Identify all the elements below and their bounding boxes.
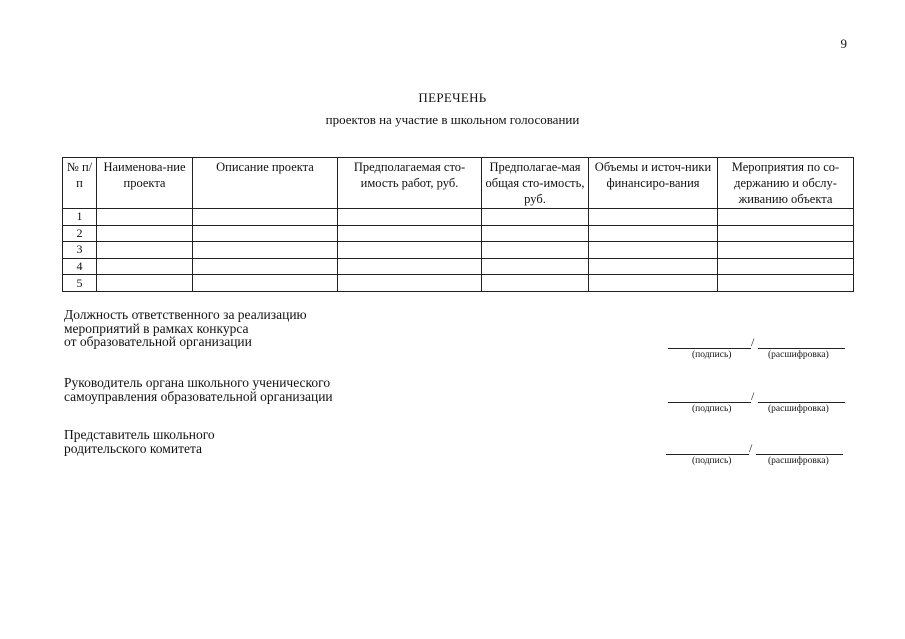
row-number: 1 bbox=[63, 209, 97, 226]
signature-label-line: от образовательной организации bbox=[64, 334, 252, 349]
table-cell bbox=[718, 242, 854, 259]
signature-label-responsible-person bbox=[64, 308, 307, 349]
decoding-caption: (расшифровка) bbox=[768, 404, 829, 414]
signature-underline bbox=[668, 390, 751, 403]
column-header-funding-sources: Объемы и источ-ники финансиро-вания bbox=[589, 158, 718, 209]
table-cell bbox=[97, 209, 193, 226]
table-cell bbox=[193, 209, 338, 226]
column-header-project-name: Наименова-ние проекта bbox=[97, 158, 193, 209]
row-number: 4 bbox=[63, 258, 97, 275]
signature-label-line: родительского комитета bbox=[64, 440, 203, 456]
table-cell bbox=[338, 209, 482, 226]
table-cell bbox=[338, 225, 482, 242]
table-row bbox=[63, 209, 854, 226]
table-row bbox=[63, 242, 854, 259]
table-cell bbox=[589, 275, 718, 292]
table-cell bbox=[97, 242, 193, 259]
row-number: 5 bbox=[63, 275, 97, 292]
document-title: ПЕРЕЧЕНЬ bbox=[418, 90, 487, 105]
table-cell bbox=[338, 258, 482, 275]
decoding-caption: (расшифровка) bbox=[768, 350, 829, 360]
signature-label-line: Представитель школьного bbox=[64, 427, 215, 442]
table-cell bbox=[338, 275, 482, 292]
table-cell bbox=[718, 225, 854, 242]
table-cell bbox=[193, 225, 338, 242]
column-header-project-description: Описание проекта bbox=[193, 158, 338, 209]
signature-label-line: Руководитель органа школьного ученического bbox=[64, 375, 331, 390]
signature-separator: / bbox=[751, 335, 755, 349]
column-header-estimated-work-cost: Предполагаемая сто-имость работ, руб. bbox=[338, 158, 482, 209]
table-cell bbox=[589, 258, 718, 275]
table-cell bbox=[97, 275, 193, 292]
signature-label-line: Должность ответственного за реализацию bbox=[64, 307, 307, 322]
page-number: 9 bbox=[840, 36, 847, 51]
table-cell bbox=[193, 258, 338, 275]
signature-underline bbox=[668, 336, 751, 349]
table-cell bbox=[97, 225, 193, 242]
table-cell bbox=[589, 225, 718, 242]
column-header-estimated-total-cost: Предполагае-мая общая сто-имость, руб. bbox=[482, 158, 589, 209]
decoding-underline bbox=[758, 390, 845, 403]
decoding-caption: (расшифровка) bbox=[768, 456, 829, 466]
signature-separator: / bbox=[749, 441, 753, 455]
decoding-underline bbox=[756, 442, 843, 455]
signature-label-line: мероприятий в рамках конкурса bbox=[64, 320, 249, 336]
signature-caption: (подпись) bbox=[692, 404, 732, 414]
projects-table bbox=[62, 157, 854, 292]
signature-caption: (подпись) bbox=[692, 350, 732, 360]
table-cell bbox=[589, 209, 718, 226]
row-number: 2 bbox=[63, 225, 97, 242]
table-cell bbox=[718, 209, 854, 226]
table-cell bbox=[482, 242, 589, 259]
column-header-number: № п/п bbox=[63, 158, 97, 209]
signature-separator: / bbox=[751, 389, 755, 403]
table-cell bbox=[338, 242, 482, 259]
table-header-row bbox=[63, 158, 854, 209]
table-cell bbox=[482, 209, 589, 226]
signature-label-student-government-head bbox=[64, 376, 333, 403]
document-subtitle: проектов на участие в школьном голосовании bbox=[325, 112, 580, 127]
table-cell bbox=[482, 275, 589, 292]
signature-caption: (подпись) bbox=[692, 456, 732, 466]
column-header-maintenance-measures: Мероприятия по со-держанию и обслу-живанию объекта bbox=[718, 158, 854, 209]
signature-label-line: самоуправления образовательной организации bbox=[64, 388, 333, 404]
table-cell bbox=[718, 258, 854, 275]
table-cell bbox=[193, 275, 338, 292]
table-cell bbox=[97, 258, 193, 275]
decoding-underline bbox=[758, 336, 845, 349]
signature-label-parent-committee-representative bbox=[64, 428, 215, 455]
signature-underline bbox=[666, 442, 749, 455]
table-cell bbox=[718, 275, 854, 292]
row-number: 3 bbox=[63, 242, 97, 259]
table-row bbox=[63, 225, 854, 242]
table-cell bbox=[482, 258, 589, 275]
table-cell bbox=[589, 242, 718, 259]
table-cell bbox=[193, 242, 338, 259]
table-row bbox=[63, 258, 854, 275]
table-cell bbox=[482, 225, 589, 242]
table-row bbox=[63, 275, 854, 292]
